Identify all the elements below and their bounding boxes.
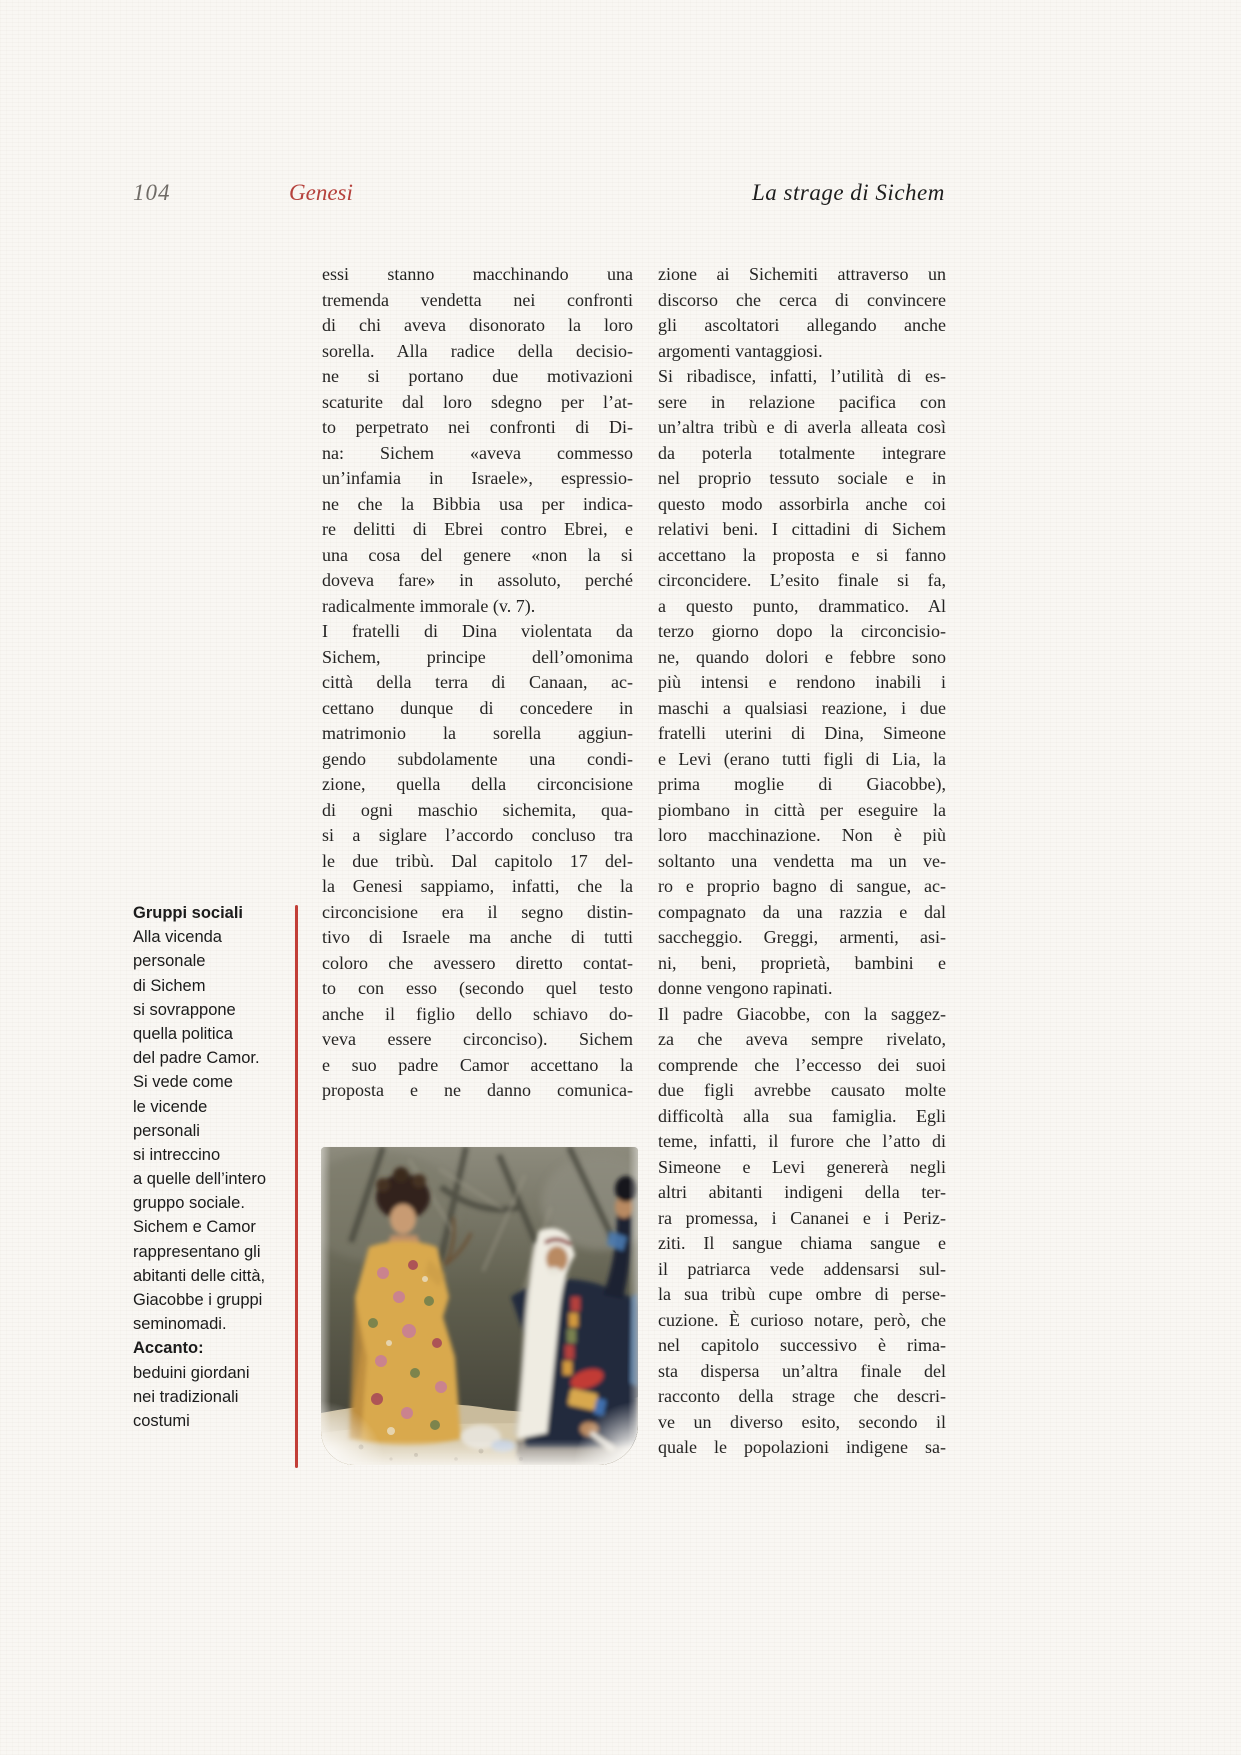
text-line: cuzione. È curioso notare, però, che: [658, 1309, 946, 1330]
text-line: ne, quando dolori e febbre sono: [658, 646, 946, 667]
text-line: e suo padre Camor accettano la: [322, 1054, 633, 1075]
text-line: beduini giordani: [133, 1363, 250, 1382]
text-line: fratelli uterini di Dina, Simeone: [658, 723, 946, 743]
text-line: Si vede come: [133, 1073, 233, 1092]
text-line: si intreccino: [133, 1145, 221, 1164]
text-line: e Levi (erano tutti figli di Lia, la: [658, 748, 946, 769]
body-column-left: [322, 262, 633, 1104]
text-line: cettano dunque di concedere in: [322, 697, 633, 718]
text-line: argomenti vantaggiosi.: [658, 340, 823, 361]
text-line: del padre Camor.: [133, 1049, 260, 1068]
text-line: terzo giorno dopo la circoncisio-: [658, 621, 946, 641]
text-line: piombano in città per eseguire la: [658, 799, 946, 820]
text-line: ve un diverso esito, secondo il: [658, 1411, 946, 1432]
text-line: anche il figlio dello schiavo do-: [322, 1003, 633, 1024]
text-line: re delitti di Ebrei contro Ebrei, e: [322, 519, 633, 539]
text-line: sorella. Alla radice della decisio-: [322, 340, 633, 361]
chapter-title: La strage di Sichem: [752, 180, 945, 205]
text-line: costumi: [133, 1411, 190, 1430]
text-line: si sovrappone: [133, 1000, 236, 1019]
text-line: tremenda vendetta nei confronti: [322, 289, 633, 310]
text-line: abitanti delle città,: [133, 1266, 266, 1285]
text-line: di Sichem: [133, 976, 206, 995]
text-line: loro macchinazione. Non è più: [658, 825, 946, 845]
text-line: di chi aveva disonorato la loro: [322, 315, 633, 335]
text-line: relativi beni. I cittadini di Sichem: [658, 519, 946, 539]
text-line: accettano la proposta e si fanno: [658, 544, 946, 565]
text-line: da poterla totalmente integrare: [658, 442, 946, 463]
text-line: za che aveva sempre rivelato,: [658, 1029, 946, 1049]
text-line: altri abitanti indigeni della ter-: [658, 1182, 946, 1202]
text-line: ra promessa, i Cananei e i Periz-: [658, 1207, 946, 1228]
text-line: compagnato da una razzia e dal: [658, 901, 946, 922]
text-line: zione, quella della circoncisione: [322, 774, 633, 794]
text-line: Sichem e Camor: [133, 1218, 256, 1237]
text-line: Sichem, principe dell’omonima: [322, 646, 633, 667]
sidebar-note: [133, 901, 295, 1433]
text-line: Simeone e Levi genererà negli: [658, 1156, 946, 1177]
text-line: donne vengono rapinati.: [658, 978, 833, 998]
text-line: due figli avrebbe causato molte: [658, 1080, 946, 1100]
text-line: coloro che avessero diretto contat-: [322, 952, 633, 973]
text-line: difficoltà alla sua famiglia. Egli: [658, 1105, 946, 1126]
text-line: nel proprio tessuto sociale e in: [658, 468, 946, 488]
text-line: discorso che cerca di convincere: [658, 289, 946, 310]
text-line: il patriarca vede addensarsi sul-: [658, 1258, 946, 1279]
text-line: nei tradizionali: [133, 1387, 239, 1406]
text-line: radicalmente immorale (v. 7).: [322, 595, 536, 616]
text-line: to perpetrato nei confronti di Di-: [322, 417, 633, 437]
page-number: 104: [133, 180, 171, 205]
text-line: personale: [133, 952, 206, 971]
text-line: quella politica: [133, 1024, 233, 1043]
text-line: essi stanno macchinando una: [322, 264, 633, 284]
text-line: ni, beni, proprietà, bambini e: [658, 952, 946, 973]
text-line: soltanto una vendetta ma un ve-: [658, 850, 946, 871]
text-line: Si ribadisce, infatti, l’utilità di es-: [658, 366, 946, 386]
text-line: ziti. Il sangue chiama sangue e: [658, 1233, 946, 1253]
text-line: circoncidere. L’esito finale si fa,: [658, 570, 946, 590]
photo-illustration: [321, 1147, 638, 1465]
text-line: tivo di Israele ma anche di tutti: [322, 927, 633, 947]
text-line: matrimonio la sorella aggiun-: [322, 723, 633, 743]
text-line: ro e proprio bagno di sangue, ac-: [658, 876, 946, 896]
text-line: ne si portano due motivazioni: [322, 366, 633, 386]
body-column-right: [658, 262, 946, 1461]
text-line: Il padre Giacobbe, con la saggez-: [658, 1003, 946, 1024]
book-title: Genesi: [289, 180, 353, 205]
text-line: una cosa del genere «non la si: [322, 544, 633, 565]
text-line: Accanto:: [133, 1339, 204, 1358]
text-line: scaturite dal loro sdegno per l’at-: [322, 391, 633, 412]
text-line: nel capitolo successivo è rima-: [658, 1335, 946, 1355]
text-line: doveva fare» in assoluto, perché: [322, 570, 633, 590]
text-line: questo modo assorbirla anche coi: [658, 493, 946, 514]
text-line: le vicende: [133, 1097, 208, 1116]
text-line: na: Sichem «aveva commesso: [322, 442, 633, 463]
text-line: la sua tribù cupe ombre di perse-: [658, 1284, 946, 1304]
text-line: gendo subdolamente una condi-: [322, 748, 633, 769]
text-line: Alla vicenda: [133, 928, 222, 947]
text-line: prima moglie di Giacobbe),: [658, 774, 946, 794]
text-line: to con esso (secondo quel testo: [322, 978, 633, 998]
text-line: saccheggio. Greggi, armenti, asi-: [658, 927, 946, 947]
text-line: la Genesi sappiamo, infatti, che la: [322, 876, 633, 896]
sidebar-rule: [295, 905, 298, 1468]
text-line: proposta e ne danno comunica-: [322, 1080, 633, 1100]
text-line: Gruppi sociali: [133, 904, 244, 922]
text-line: di ogni maschio sichemita, qua-: [322, 799, 633, 820]
text-line: veva essere circonciso). Sichem: [322, 1029, 633, 1049]
text-line: un’altra tribù e di averla alleata così: [658, 417, 946, 437]
text-line: più intensi e rendono inabili i: [658, 672, 946, 692]
text-line: seminomadi.: [133, 1315, 227, 1334]
text-line: maschi a qualsiasi reazione, i due: [658, 697, 946, 718]
text-line: a questo punto, drammatico. Al: [658, 595, 946, 616]
text-line: personali: [133, 1121, 200, 1140]
text-line: I fratelli di Dina violentata da: [322, 621, 633, 641]
text-line: teme, infatti, il furore che l’atto di: [658, 1131, 946, 1151]
text-line: Giacobbe i gruppi: [133, 1291, 263, 1309]
text-line: a quelle dell’intero: [133, 1170, 267, 1189]
text-line: zione ai Sichemiti attraverso un: [658, 264, 946, 284]
text-line: gli ascoltatori allegando anche: [658, 315, 946, 335]
text-line: un’infamia in Israele», espressio-: [322, 468, 633, 488]
text-line: città della terra di Canaan, ac-: [322, 672, 633, 692]
text-line: si a siglare l’accordo concluso tra: [322, 825, 633, 845]
text-line: quale le popolazioni indigene sa-: [658, 1437, 946, 1457]
text-line: comprende che l’eccesso dei suoi: [658, 1054, 946, 1075]
text-line: ne che la Bibbia usa per indica-: [322, 493, 633, 514]
text-line: racconto della strage che descri-: [658, 1386, 946, 1406]
text-line: sta dispersa un’altra finale del: [658, 1360, 946, 1381]
text-line: le due tribù. Dal capitolo 17 del-: [322, 850, 633, 871]
text-line: rappresentano gli: [133, 1242, 261, 1261]
text-line: gruppo sociale.: [133, 1194, 245, 1213]
text-line: sere in relazione pacifica con: [658, 391, 946, 412]
bedouin-photo: [321, 1147, 638, 1465]
text-line: circoncisione era il segno distin-: [322, 901, 633, 922]
